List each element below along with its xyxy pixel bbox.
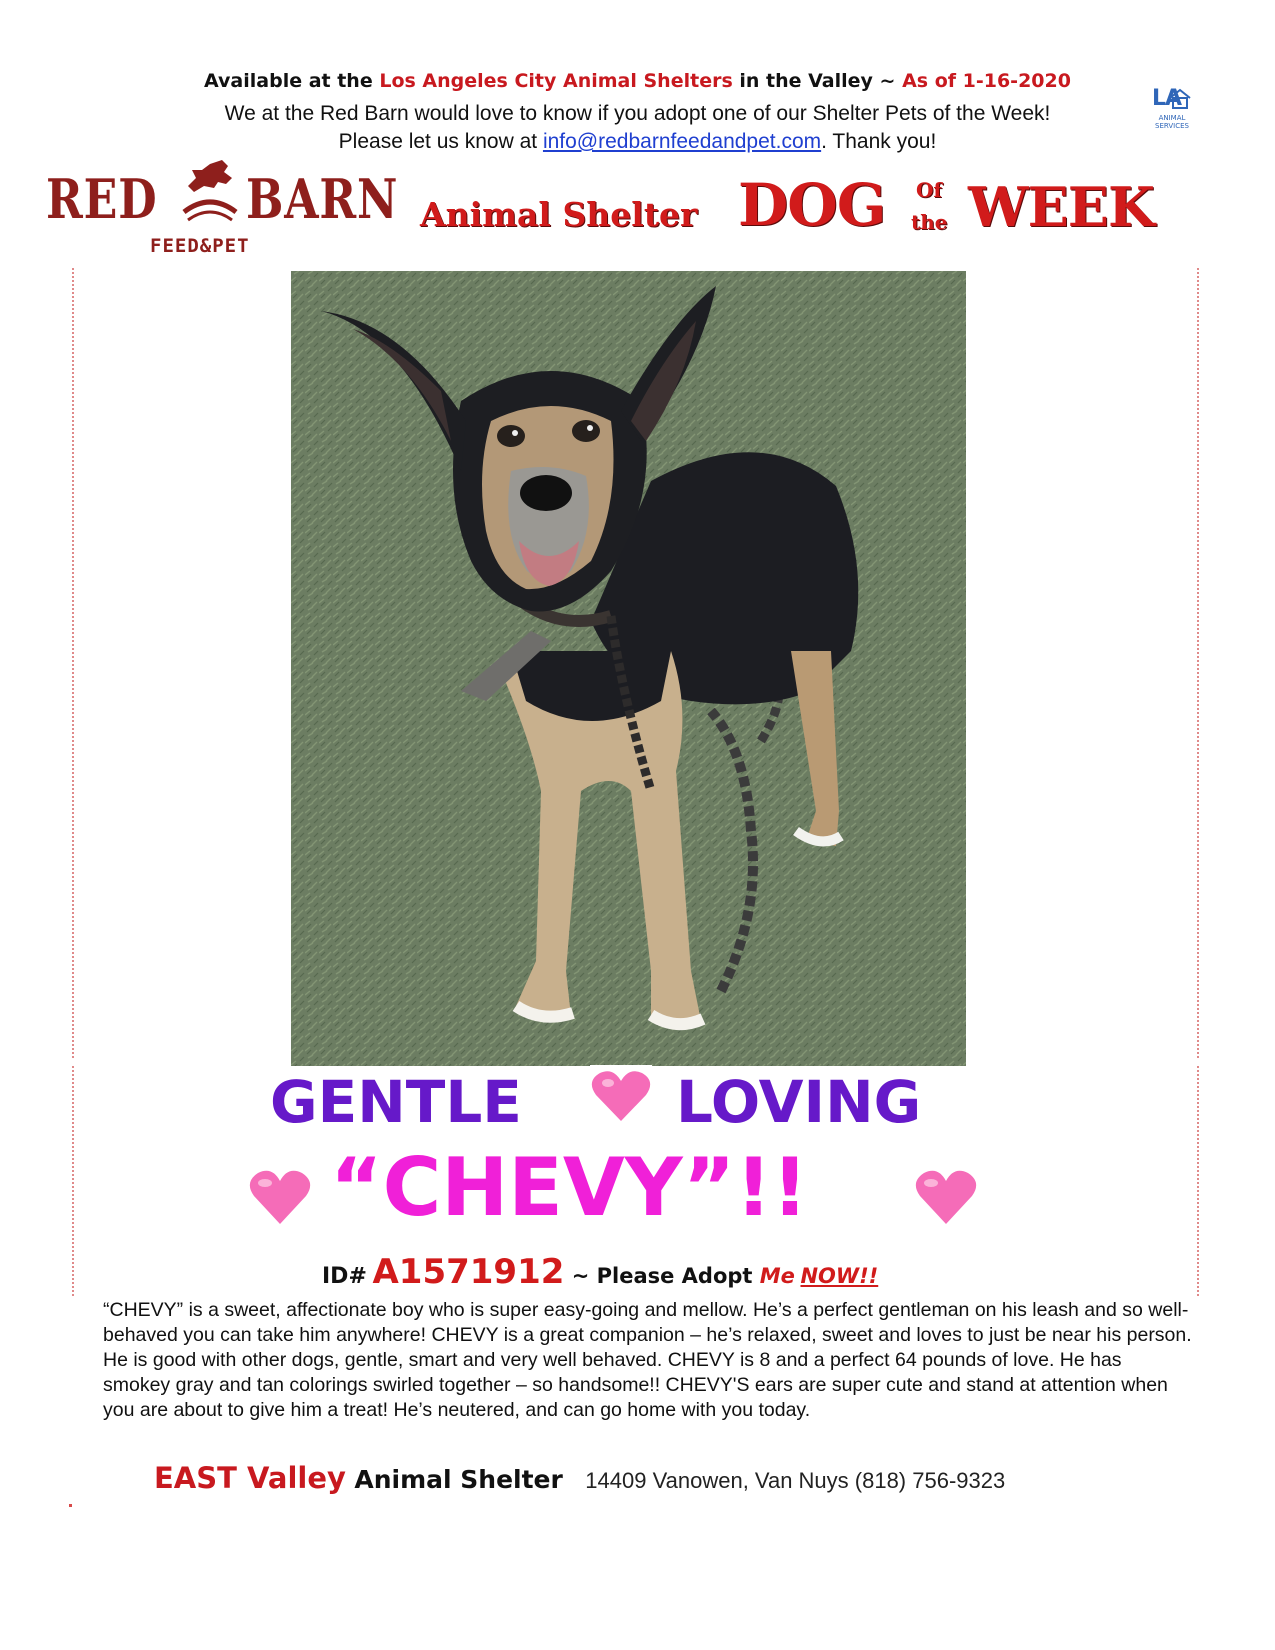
title-dog: DOG [738, 171, 886, 239]
header-availability-line [0, 70, 1275, 92]
red-barn-subtitle: FEED&PET [150, 235, 250, 257]
title-week: WEEK [968, 175, 1154, 239]
header-valley-text: in the Valley ~ [732, 70, 903, 92]
rooster-emblem-icon [174, 156, 246, 228]
la-animal-services-logo [1148, 88, 1196, 136]
header-contact-prefix: Please let us know at [338, 130, 543, 153]
adopt-now: NOW!! [800, 1264, 879, 1288]
title-the: the [911, 210, 948, 234]
shelter-name-rest: Animal Shelter [354, 1465, 563, 1494]
header-adopt-note: We at the Red Barn would love to know if you adopt one of our Shelter Pets of the Week! [224, 102, 1051, 125]
adopt-prompt: ~ Please Adopt [564, 1264, 760, 1288]
header-thanks-text: . Thank you! [821, 130, 937, 153]
la-logo-subtitle: ANIMAL SERVICES [1155, 114, 1189, 130]
header-available-text: Available at the [204, 70, 380, 92]
tagline-gentle: GENTLE [270, 1068, 522, 1136]
title-animal-shelter: Animal Shelter [420, 195, 698, 234]
title-of: Of [916, 178, 943, 202]
shelter-name-highlight: EAST Valley [154, 1461, 346, 1495]
heart-icon [912, 1164, 980, 1228]
heart-icon [588, 1063, 654, 1129]
dog-photo [291, 271, 966, 1066]
adopt-me: Me [759, 1264, 795, 1288]
shelter-address: 14409 Vanowen, Van Nuys (818) 756-9323 [585, 1468, 1006, 1493]
red-barn-word-red: RED [46, 167, 158, 231]
shelter-footer [154, 1461, 1005, 1495]
la-logo-mark: LA [1152, 86, 1182, 111]
pet-id-number: A1571912 [372, 1252, 565, 1292]
red-barn-word-barn: BARN [246, 167, 399, 231]
left-border-upper [72, 268, 74, 1058]
stray-mark [69, 1504, 72, 1507]
header-date-text: As of 1-16-2020 [902, 70, 1071, 92]
pet-description: “CHEVY” is a sweet, affectionate boy who is super easy-going and mellow. He’s a perfect gentleman on his leash and so well-behaved you can take him anywhere! CHEVY is a great companion – he’s relaxed, sweet and loves to just be near his person. He is good with other dogs, gentle, smart and very well behaved. CHEVY is 8 and a perfect 64 pounds of love. He has smokey gray and tan colorings swirled together – so handsome!! CHEVY'S ears are super cute and stand at attention when you are about to give him a treat! He’s neutered, and can go home with you today. [103, 1299, 1192, 1421]
heart-icon [246, 1164, 314, 1228]
page-title [420, 170, 1220, 250]
pet-id-line [322, 1252, 878, 1292]
header-contact-line [0, 130, 1275, 154]
red-barn-logo [46, 152, 406, 264]
pet-id-label: ID# [322, 1264, 367, 1289]
dog-illustration [291, 271, 966, 1066]
email-link[interactable]: info@redbarnfeedandpet.com [542, 130, 822, 153]
header-shelters-text: Los Angeles City Animal Shelters [379, 70, 733, 92]
pet-name: “CHEVY”!! [330, 1141, 809, 1234]
right-border-upper [1197, 268, 1199, 1058]
tagline-loving: LOVING [676, 1068, 922, 1136]
